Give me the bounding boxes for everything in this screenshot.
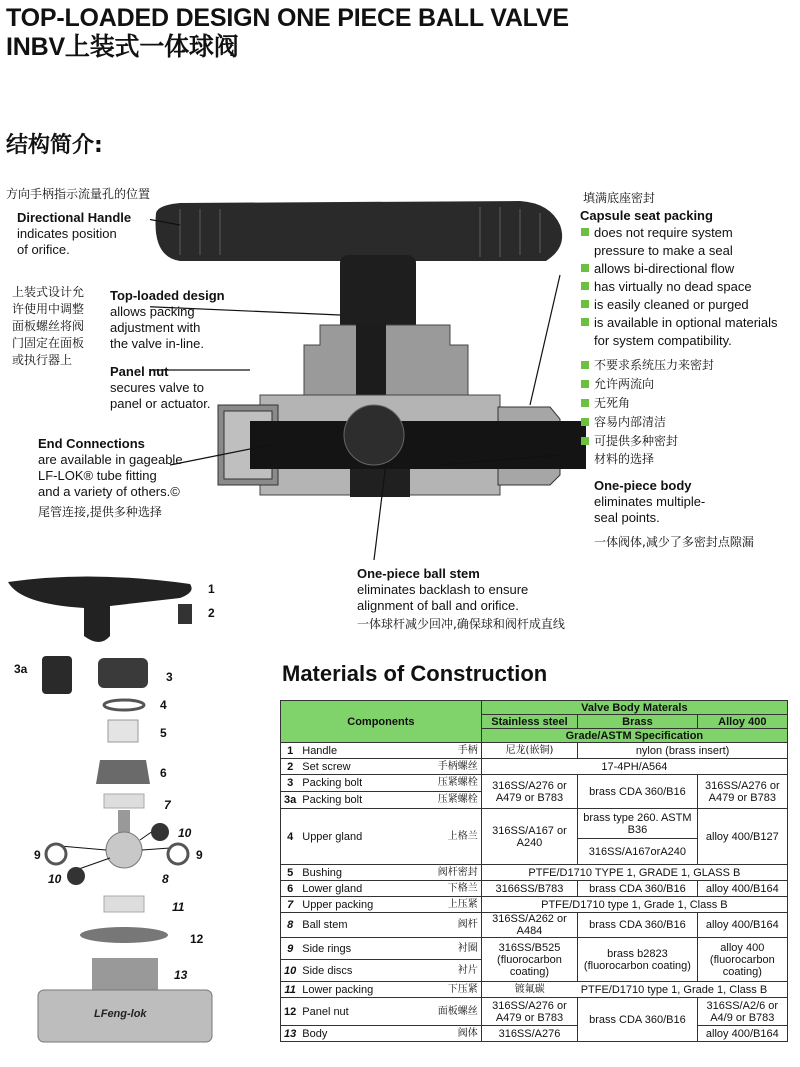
capsule-bullet-1: does not require system pressure to make a seal xyxy=(580,224,795,260)
exploded-labels xyxy=(0,570,270,1067)
topload-cn-line-4: 门固定在面板 xyxy=(12,336,85,350)
part-label-9-right: 9 xyxy=(196,848,203,862)
part-label-7: 7 xyxy=(164,798,171,812)
ball xyxy=(344,405,404,465)
table-row: 13 Body 阀体 316SS/A276 alloy 400/B164 xyxy=(281,1026,788,1042)
capsule-cn-bullet-5: 可提供多种密封 xyxy=(580,432,795,451)
materials-table xyxy=(280,700,788,1042)
title-line-2: INBV上装式一体球阀 xyxy=(6,33,239,61)
directional-handle-title: Directional Handle xyxy=(17,210,132,225)
valve-body-materials-header: Valve Body Materals xyxy=(481,701,787,715)
table-row: 6 Lower gland 下格兰 3166SS/B783 brass CDA 360/B16 alloy 400/B164 xyxy=(281,881,788,897)
panel-nut-callout xyxy=(110,364,210,412)
capsule-cn-bullet-2: 允许两流向 xyxy=(580,375,795,394)
handle-cn-caption: 方向手柄指示流量孔的位置 xyxy=(6,187,151,201)
one-piece-body-text-1: eliminates multiple- xyxy=(594,494,706,509)
stainless-steel-header: Stainless steel xyxy=(481,715,577,729)
topload-cn-line-1: 上装式设计允 xyxy=(12,285,85,299)
panel-nut-text-2: panel or actuator. xyxy=(110,396,211,411)
end-connections-title: End Connections xyxy=(38,436,145,451)
intro-heading: 结构简介: xyxy=(6,133,103,158)
top-loaded-text-3: the valve in-line. xyxy=(110,336,204,351)
capsule-bullet-5: is available in optional materials for system compatibility. xyxy=(580,314,795,350)
capsule-cn-bullet-4: 容易内部清洁 xyxy=(580,413,795,432)
capsule-bullet-2: allows bi-directional flow xyxy=(580,260,795,278)
ball-stem-callout xyxy=(357,566,565,633)
part-label-3: 3 xyxy=(166,670,173,684)
capsule-bullet-4: is easily cleaned or purged xyxy=(580,296,795,314)
one-piece-body-callout xyxy=(594,478,754,551)
part-label-10-left: 10 xyxy=(48,872,62,886)
capsule-cn-bullet-3: 无死角 xyxy=(580,394,795,413)
table-row: 316SS/A167orA240 xyxy=(281,839,788,865)
part-label-1: 1 xyxy=(208,582,215,596)
end-connections-text-3: and a variety of others.© xyxy=(38,484,180,499)
table-row: 4 Upper gland 上格兰 316SS/A167 or A240 brass type 260. ASTM B36 alloy 400/B127 xyxy=(281,809,788,839)
top-loaded-callout xyxy=(110,288,225,352)
part-label-11: 11 xyxy=(172,900,185,914)
one-piece-body-title: One-piece body xyxy=(594,478,692,493)
capsule-cn-bullet-1: 不要求系统压力来密封 xyxy=(580,356,795,375)
capsule-seat-callout xyxy=(580,208,795,468)
end-connections-callout xyxy=(38,436,183,521)
part-label-4: 4 xyxy=(160,698,167,712)
part-label-13: 13 xyxy=(174,968,188,982)
capsule-cn-cont: 材料的选择 xyxy=(594,452,655,466)
table-row: 3 Packing bolt 压紧螺栓 316SS/A276 or A479 or B783 brass CDA 360/B16 316SS/A276 or A479 or B783 xyxy=(281,775,788,792)
table-row: 8 Ball stem 阀杆 316SS/A262 or A484 brass CDA 360/B16 alloy 400/B164 xyxy=(281,913,788,938)
topload-cn-line-2: 许使用中调整 xyxy=(12,302,85,316)
ball-stem-text-2: alignment of ball and orifice. xyxy=(357,598,519,613)
components-header: Components xyxy=(281,701,482,743)
topload-cn-line-3: 面板螺丝将阀 xyxy=(12,319,85,333)
table-row: 12 Panel nut 面板螺丝 316SS/A276 or A479 or B783 brass CDA 360/B16 316SS/A2/6 or A4/9 or B783 xyxy=(281,998,788,1026)
topload-cn-caption xyxy=(12,284,84,369)
table-row: 9 Side rings 衬圈 316SS/B525 (fluorocarbon coating) brass b2823 (fluorocarbon coating) alloy 400 (fluorocarbon coating) xyxy=(281,938,788,960)
end-connections-text-2: LF-LOK® tube fitting xyxy=(38,468,157,483)
capsule-seat-bullets xyxy=(580,224,795,350)
top-loaded-text-1: allows packing xyxy=(110,304,195,319)
table-row: 7 Upper packing 上压紧 PTFE/D1710 type 1, Grade 1, Class B xyxy=(281,897,788,913)
ball-stem-text-1: eliminates backlash to ensure xyxy=(357,582,529,597)
top-loaded-title: Top-loaded design xyxy=(110,288,225,303)
part-label-6: 6 xyxy=(160,766,167,780)
part-label-3a: 3a xyxy=(14,662,28,676)
table-row: 5 Bushing 阀杆密封 PTFE/D1710 TYPE 1, GRADE 1, GLASS B xyxy=(281,865,788,881)
part-label-10-right: 10 xyxy=(178,826,192,840)
brass-header: Brass xyxy=(578,715,697,729)
one-piece-body-cn: 一体阀体,减少了多密封点隙漏 xyxy=(594,535,754,549)
valve-cross-section-illustration xyxy=(150,195,590,560)
end-connections-cn: 尾管连接,提供多种选择 xyxy=(38,505,162,519)
part-label-12: 12 xyxy=(190,932,204,946)
capsule-seat-title: Capsule seat packing xyxy=(580,208,713,223)
part-label-5: 5 xyxy=(160,726,167,740)
panel-nut-title: Panel nut xyxy=(110,364,169,379)
tube xyxy=(250,421,586,469)
part-label-8: 8 xyxy=(162,872,169,886)
directional-handle-text-2: of orifice. xyxy=(17,242,70,257)
ball-stem-cn: 一体球杆减少回冲,确保球和阀杆成直线 xyxy=(357,617,565,631)
directional-handle-callout xyxy=(17,210,131,258)
directional-handle-text-1: indicates position xyxy=(17,226,117,241)
table-row: 3a Packing bolt 压紧螺栓 xyxy=(281,792,788,809)
table-row: 10 Side discs 衬片 xyxy=(281,960,788,982)
part-label-2: 2 xyxy=(208,606,215,620)
table-row: 2 Set screw 手柄螺丝 17-4PH/A564 xyxy=(281,759,788,775)
title-line-1: TOP-LOADED DESIGN ONE PIECE BALL VALVE xyxy=(6,4,569,32)
handle-knob xyxy=(156,201,563,261)
end-connections-text-1: are available in gageable xyxy=(38,452,183,467)
grade-spec-header: Grade/ASTM Specification xyxy=(481,729,787,743)
materials-title: Materials of Construction xyxy=(282,661,548,686)
topload-cn-line-5: 或执行器上 xyxy=(12,353,73,367)
one-piece-body-text-2: seal points. xyxy=(594,510,660,525)
panel-nut-text-1: secures valve to xyxy=(110,380,204,395)
table-row: 1 Handle 手柄 尼龙(嵌铜) nylon (brass insert) xyxy=(281,743,788,759)
ball-stem-title: One-piece ball stem xyxy=(357,566,480,581)
table-header-row-1 xyxy=(281,701,788,715)
top-loaded-text-2: adjustment with xyxy=(110,320,201,335)
brand-mark: LFeng-lok xyxy=(94,1008,147,1020)
page-title xyxy=(6,4,569,62)
table-row: 11 Lower packing 下压紧 镀氟碳 PTFE/D1710 type 1, Grade 1, Class B xyxy=(281,982,788,998)
part-label-9-left: 9 xyxy=(34,848,41,862)
capsule-bullet-3: has virtually no dead space xyxy=(580,278,795,296)
alloy-400-header: Alloy 400 xyxy=(697,715,787,729)
capsule-cn-caption: 填满底座密封 xyxy=(583,191,656,205)
capsule-seat-cn-bullets xyxy=(580,356,795,451)
